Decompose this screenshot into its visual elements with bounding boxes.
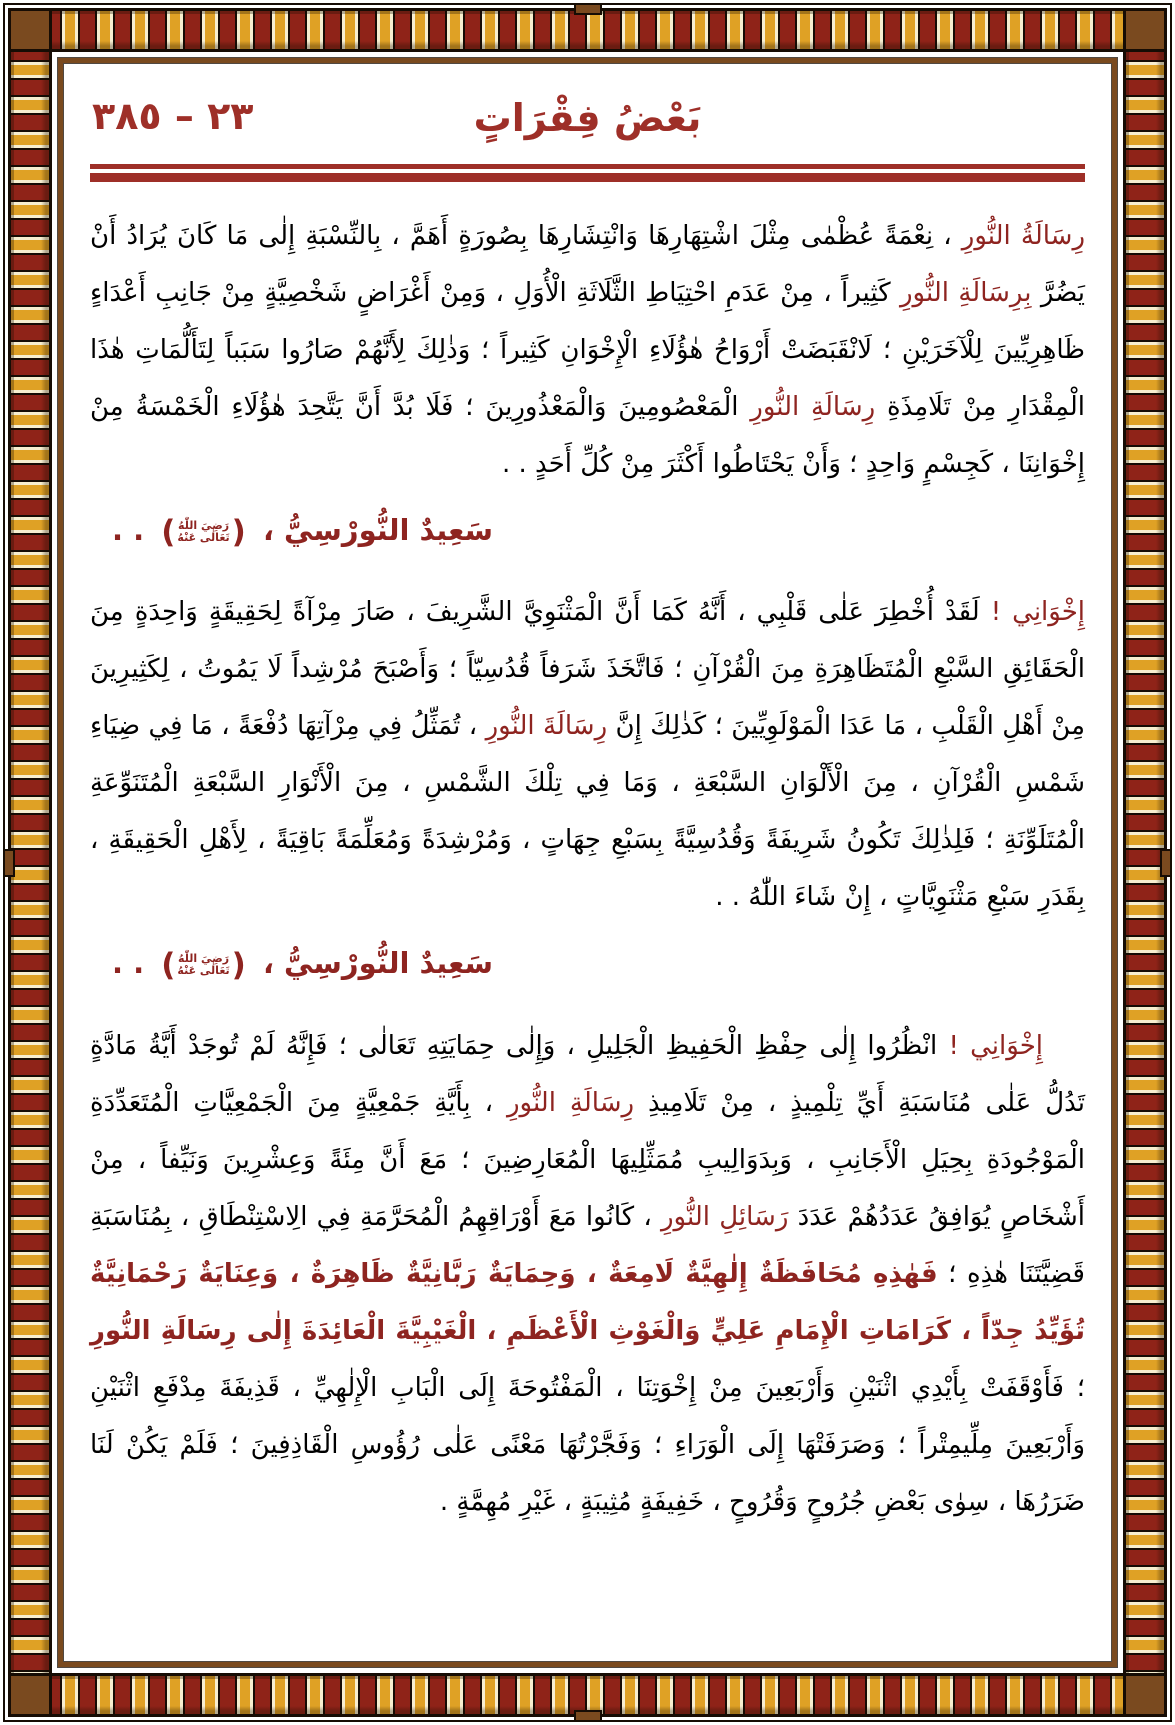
- page-content: [90, 66, 1085, 1655]
- body-run: كَثِيراً ، مِنْ عَدَمِ احْتِيَاطِ الثَّلَاثَةِ الْأُوَلِ ، وَمِنْ أَغْرَاضٍ شَخْصِيَّةٍ مِنْ جَانِبِ أَعْدَاءٍ ظَاهِرِيِّينَ لِلْآخَرَيْنِ ؛ لَانْقَبَضَتْ أَرْوَاحُ هٰؤُلَاءِ الْإِخْوَانِ كَثِيراً ؛ وَذٰلِكَ لِأَنَّهُمْ صَارُوا سَبَباً لِتَأَلُّمَاتِ هٰذَا الْمِقْدَارِ مِنْ تَلَامِذَةِ: [90, 278, 1085, 422]
- signature-said-nursi: [90, 509, 1085, 554]
- paragraph-3: [90, 1018, 1085, 1531]
- highlight-divine-protection: فَهٰذِهِ مُحَافَظَةٌ إِلٰهِيَّةٌ لَامِعَةٌ ، وَحِمَايَةٌ رَبَّانِيَّةٌ ظَاهِرَةٌ ، وَعِنَايَةٌ رَحْمَانِيَّةٌ تُؤَيِّدُ جِدّاً ، كَرَامَاتِ الْإِمَامِ عَلِيٍّ وَالْغَوْثِ الْأَعْظَمِ ، الْغَيْبِيَّةَ الْعَائِدَةَ إِلٰى رِسَالَةِ النُّورِ: [90, 1258, 1085, 1346]
- seal-line-1: رَضِيَ اللّٰهُ: [178, 951, 230, 965]
- highlight-ikhwani: إِخْوَانِي !: [948, 1030, 1043, 1061]
- signature-dots: . .: [112, 513, 145, 547]
- ornamental-border-top: [8, 8, 1167, 52]
- seal-line-2: تَعَالٰى عَنْهُ: [177, 531, 230, 544]
- border-connector-top: [574, 3, 602, 15]
- ornamental-border-right: [1123, 8, 1167, 1717]
- seal-radi-allahu-anhu-icon: [161, 510, 246, 555]
- border-corner-bottom-left: [8, 1673, 52, 1717]
- highlight-risale-nur: بِرِسَالَةِ النُّورِ: [899, 278, 1032, 308]
- body-text: [90, 208, 1085, 1531]
- seal-line-2: تَعَالٰى عَنْهُ: [177, 964, 230, 978]
- ornamental-border-left: [8, 8, 52, 1717]
- border-connector-right: [1160, 849, 1172, 877]
- body-run: ؛ فَأَوْقَفَتْ بِأَيْدِي اثْنَيْنِ وَأَرْبَعِينَ مِنْ إِخْوَتِنَا ، الْمَفْتُوحَةَ إِلَى الْبَابِ الْإِلٰهِيِّ ، قَذِيفَةَ مِدْفَعِ اثْنَيْنِ وَأَرْبَعِينَ مِلِّيمِتْراً ؛ وَصَرَفَتْهَا إِلَى الْوَرَاءِ ؛ وَفَجَّرْتُهَا مَعْنًى عَلٰى رُؤُوسِ الْقَاذِفِينَ ؛ فَلَمْ يَكُنْ لَنَا ضَرَرُهَا ، سِوٰى بَعْضِ جُرُوحٍ وَقُرُوحٍ ، خَفِيفَةٍ مُثِيبَةٍ ، غَيْرِ مُهِمَّةٍ .: [90, 1372, 1085, 1517]
- page-title: بَعْضُ فِقْرَاتٍ: [473, 96, 702, 140]
- seal-text: [175, 520, 231, 545]
- body-run: ، نِعْمَةً عُظْمٰى مِثْلَ اشْتِهَارِهَا وَانْتِشَارِهَا بِصُورَةٍ أَهَمَّ ، بِالنِّسْبَةِ إِلٰى مَا كَانَ يُرَادُ أَنْ يَضُرَّ: [90, 221, 1085, 308]
- divider-rule-thin: [90, 164, 1085, 169]
- border-connector-left: [3, 849, 15, 877]
- header-divider: [90, 164, 1085, 182]
- highlight-risale-nur: رِسَالَةِ النُّورِ: [750, 392, 876, 422]
- page-header: [90, 86, 1085, 152]
- signature-name: سَعِيدٌ النُّورْسِيُّ ،: [262, 513, 494, 547]
- signature-dots: . .: [112, 946, 145, 981]
- seal-text: [175, 953, 231, 978]
- border-connector-bottom: [574, 1710, 602, 1722]
- body-run: ، تُمَثِّلُ فِي مِرْآتِهَا دُفْعَةً ، مَا فِي ضِيَاءِ شَمْسِ الْقُرْآنِ ، مِنَ الْأَلْوَانِ السَّبْعَةِ ، وَمَا فِي تِلْكَ الشَّمْسِ ، مِنَ الْأَنْوَارِ السَّبْعَةِ الْمُتَنَوِّعَةِ الْمُتَلَوِّنَةِ ؛ فَلِذٰلِكَ تَكُونُ شَرِيفَةً وَقُدُسِيَّةً بِسَبْعِ جِهَاتٍ ، وَمُرْشِدَةً وَمُعَلِّمَةً بَاقِيَةً ، لِأَهْلِ الْحَقِيقَةِ ، بِقَدَرِ سَبْعِ مَثْنَوِيَّاتٍ ، إِنْ شَاءَ اللّٰهُ . .: [90, 711, 1085, 913]
- page-number: ٢٣ – ٣٨٥: [92, 94, 254, 138]
- signature-said-nursi: [90, 942, 1085, 987]
- body-run: الْمَعْصُومِينَ وَالْمَعْذُورِينَ ؛ فَلَا بُدَّ أَنَّ يَتَّحِدَ هٰؤُلَاءِ الْخَمْسَةُ مِنْ إِخْوَانِنَا ، كَجِسْمٍ وَاحِدٍ ؛ وَأَنْ يَحْتَاطُوا أَكْثَرَ مِنْ كُلِّ أَحَدٍ . .: [90, 392, 1085, 479]
- border-corner-top-right: [1123, 8, 1167, 52]
- body-run: ، كَانُوا مَعَ أَوْرَاقِهِمُ الْمُحَرَّمَةِ فِي الِاسْتِنْطَاقِ ، بِمُنَاسَبَةِ قَضِيَّتَنَا هٰذِهِ ؛: [90, 1201, 1085, 1289]
- highlight-risale-nur: رِسَالَةُ النُّورِ: [961, 221, 1086, 251]
- body-run: ، بِأَيَّةِ جَمْعِيَّةٍ مِنَ الْجَمْعِيَّاتِ الْمُتَعَدِّدَةِ الْمَوْجُودَةِ بِحِيَلِ الْأَجَانِبِ ، وَبِدَوَالِيبِ مُمَثِّلِيهَا الْمُعَارِضِينَ ؛ مَعَ أَنَّ مِئَةً وَعِشْرِينَ وَنَيِّفاً ، مِنْ أَشْخَاصٍ يُوَافِقُ عَدَدُهُمْ عَدَدَ: [90, 1087, 1085, 1232]
- highlight-risale-nur: رِسَالَةَ النُّورِ: [485, 711, 608, 742]
- highlight-risale-nur: رِسَالَةِ النُّورِ: [506, 1087, 635, 1118]
- border-corner-top-left: [8, 8, 52, 52]
- highlight-rasail-nur: رَسَائِلِ النُّورِ: [660, 1201, 789, 1232]
- seal-open-paren: (: [161, 513, 176, 550]
- seal-open-paren: (: [161, 947, 176, 983]
- body-run: لَقَدْ أُخْطِرَ عَلٰى قَلْبِي ، أَنَّهُ كَمَا أَنَّ الْمَثْنَوِيَّ الشَّرِيفَ ، صَارَ مِرْآةً لِحَقِيقَةٍ وَاحِدَةٍ مِنَ الْحَقَائِقِ السَّبْعِ الْمُتَظَاهِرَةِ مِنَ الْقُرْآنِ ؛ فَاتَّخَذَ شَرَفاً قُدُسِيّاً ؛ وَأَصْبَحَ مُرْشِداً لَا يَمُوتُ ، لِكَثِيرِينَ مِنْ أَهْلِ الْقَلْبِ ، مَا عَدَا الْمَوْلَوِيِّينَ ؛ كَذٰلِكَ إِنَّ: [90, 597, 1086, 742]
- highlight-ikhwani: إِخْوَانِي !: [990, 597, 1086, 628]
- seal-radi-allahu-anhu-icon: [161, 943, 246, 988]
- paragraph-2: [90, 584, 1085, 926]
- seal-line-1: رَضِيَ اللّٰهُ: [178, 518, 230, 532]
- divider-rule-thick: [90, 173, 1085, 182]
- seal-close-paren: ): [231, 947, 246, 983]
- ornamental-border-bottom: [8, 1673, 1167, 1717]
- signature-name: سَعِيدٌ النُّورْسِيُّ ،: [262, 946, 494, 981]
- seal-close-paren: ): [231, 513, 246, 550]
- border-corner-bottom-right: [1123, 1673, 1167, 1717]
- body-run: انْظُرُوا إِلٰى حِفْظِ الْحَفِيظِ الْجَلِيلِ ، وَإِلٰى حِمَايَتِهِ تَعَالٰى ؛ فَإِنَّهُ لَمْ تُوجَدْ أَيَّةُ مَادَّةٍ تَدُلُّ عَلٰى مُنَاسَبَةِ أَيِّ تِلْمِيذٍ ، مِنْ تَلَامِيذِ: [90, 1030, 1086, 1118]
- paragraph-1: [90, 208, 1085, 493]
